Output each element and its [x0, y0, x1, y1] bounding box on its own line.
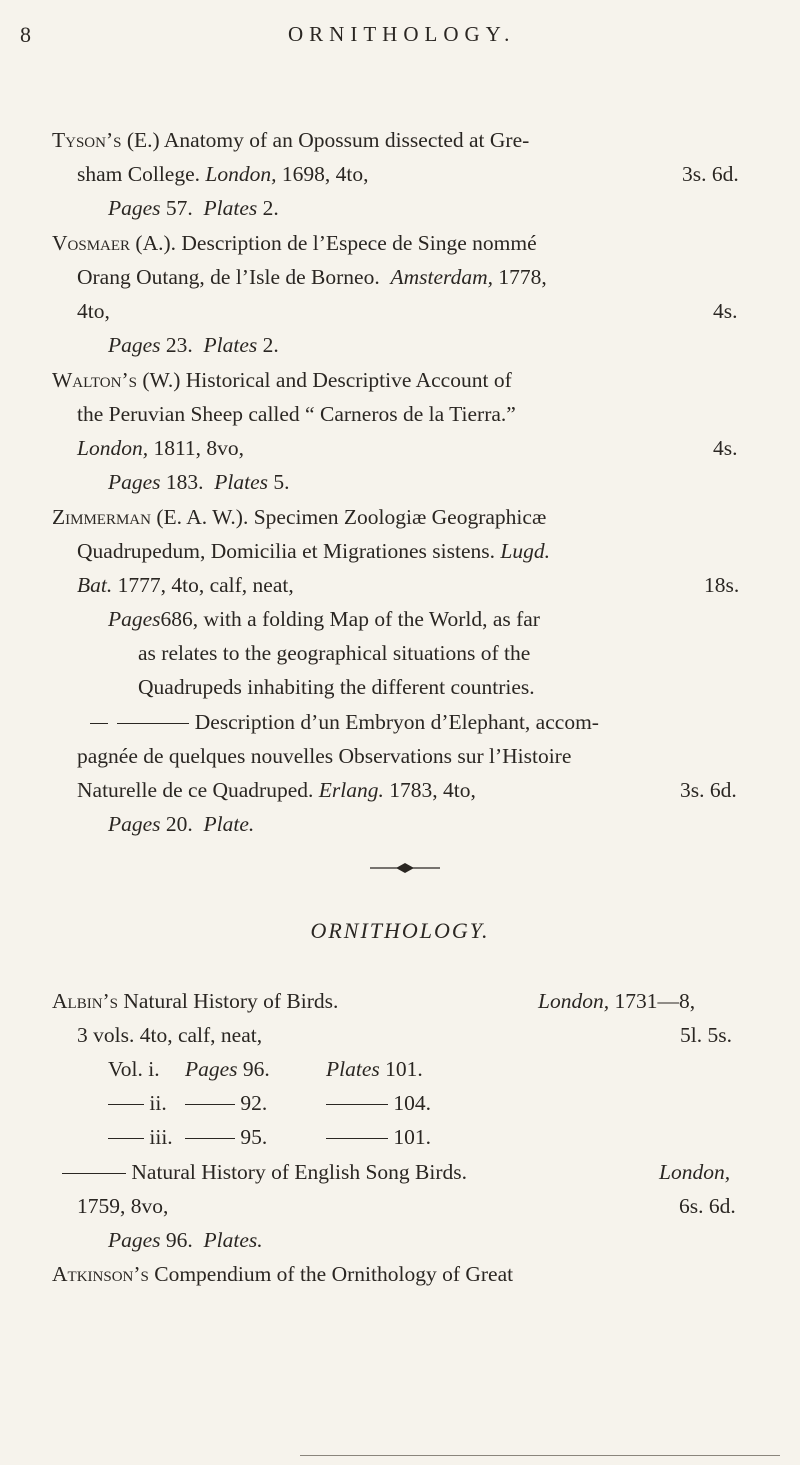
entry-text: Orang Outang, de l’Isle de Borneo. [77, 265, 380, 289]
plates-label: Plates [203, 333, 258, 357]
ditto-dash [108, 1138, 144, 1139]
entry-text: as relates to the geographical situations of the [138, 641, 531, 665]
ditto-dash [90, 723, 108, 724]
entry-text: Natural History of English Song Birds. [131, 1160, 467, 1184]
entry-text: pagnée de quelques nouvelles Observations sur l’Histoire [77, 744, 572, 768]
place-of-publication: Bat. [77, 573, 113, 597]
pages-label: Pages [108, 333, 161, 357]
place-of-publication: London, [538, 989, 610, 1013]
entry-text: 1778, [498, 265, 547, 289]
plates-count: 2. [262, 196, 279, 220]
entry-albin2-collation [108, 1226, 263, 1254]
plates-count: 101. [385, 1057, 423, 1081]
price: 5l. 5s. [680, 1023, 732, 1047]
price: 6s. 6d. [679, 1194, 736, 1218]
ditto-dash [326, 1104, 388, 1105]
author-name: Vosmaer [52, 231, 131, 255]
entry-zimmerman2-line2 [77, 742, 571, 770]
entry-vosmaer-line2 [77, 263, 547, 291]
entry-text: 1811, 8vo, [153, 436, 245, 460]
plates-label: Plates [326, 1057, 380, 1081]
price: 4s. [713, 299, 738, 323]
place-of-publication [659, 1158, 730, 1186]
entry-text: 3 vols. 4to, calf, neat, [77, 1023, 263, 1047]
page-bottom-rule [300, 1455, 780, 1456]
entry-zimmerman-line1 [52, 503, 546, 531]
pages-label: Pages [108, 470, 161, 494]
author-name: Albin’s [52, 989, 119, 1013]
entry-vosmaer-collation [108, 331, 279, 359]
entry-text: (W.) Historical and Descriptive Account of [142, 368, 512, 392]
pages-count: 96. [242, 1057, 270, 1081]
ditto-dash [185, 1104, 235, 1105]
imprint [538, 987, 695, 1015]
ditto-dash [108, 1104, 144, 1105]
place-of-publication: Amsterdam, [390, 265, 493, 289]
albin-vol1 [108, 1055, 160, 1083]
ditto-dash [117, 723, 189, 724]
entry-vosmaer-line1 [52, 229, 537, 257]
entry-text: 686, with a folding Map of the World, as far [160, 607, 540, 631]
entry-vosmaer-line3 [77, 297, 110, 325]
albin-vol1-plates [326, 1055, 423, 1083]
author-name: Zimmerman [52, 505, 151, 529]
pages-count: 95. [240, 1125, 268, 1149]
ditto-dash [185, 1138, 235, 1139]
entry-atkinson-line1 [52, 1260, 513, 1288]
entry-text: the Peruvian Sheep called “ Carneros de la Tierra.” [77, 402, 516, 426]
plates-count: 5. [273, 470, 290, 494]
volume-label: Vol. i. [108, 1057, 160, 1081]
entry-albin-line1 [52, 987, 338, 1015]
pages-label: Pages [108, 812, 161, 836]
pages-count: 183. [165, 470, 204, 494]
place-of-publication: Erlang. [318, 778, 384, 802]
author-name: Atkinson’s [52, 1262, 149, 1286]
volume-label: ii. [149, 1091, 167, 1115]
price: 4s. [713, 436, 738, 460]
albin-vol2-plates [326, 1089, 431, 1117]
entry-zimmerman2-collation [108, 810, 254, 838]
entry-text: Naturelle de ce Quadruped. [77, 778, 314, 802]
entry-zimmerman2-line1 [90, 708, 599, 736]
entry-text: 1731—8, [614, 989, 696, 1013]
plate-label: Plate. [203, 812, 255, 836]
place-of-publication: Lugd. [500, 539, 550, 563]
entry-text: (E.) Anatomy of an Opossum dissected at Gre- [126, 128, 530, 152]
entry-albin2-line1 [62, 1158, 467, 1186]
entry-zimmerman2-line3 [77, 776, 476, 804]
entry-text: Quadrupedum, Domicilia et Migrationes sistens. [77, 539, 495, 563]
running-title: ORNITHOLOGY. [288, 22, 516, 46]
entry-text: (E. A. W.). Specimen Zoologiæ Geographicæ [156, 505, 547, 529]
pages-count: 20. [165, 812, 193, 836]
entry-text: 1777, 4to, calf, neat, [117, 573, 294, 597]
section-title: ORNITHOLOGY. [310, 918, 490, 943]
entry-text: 1783, 4to, [389, 778, 476, 802]
author-name: Tyson’s [52, 128, 122, 152]
place-of-publication: London, [77, 436, 149, 460]
plates-label: Plates [203, 196, 258, 220]
page-number: 8 [20, 22, 31, 47]
author-name: Walton’s [52, 368, 137, 392]
place-of-publication: London, [205, 162, 277, 186]
pages-count: 57. [165, 196, 193, 220]
plates-label: Plates. [203, 1228, 263, 1252]
entry-text: sham College. [77, 162, 201, 186]
entry-tyson-collation [108, 194, 279, 222]
pages-label: Pages [108, 196, 161, 220]
entry-walton-collation [108, 468, 290, 496]
albin-vol1-pages [185, 1055, 270, 1083]
ditto-dash [62, 1173, 126, 1174]
entry-text: (A.). Description de l’Espece de Singe nommé [135, 231, 537, 255]
price: 3s. 6d. [682, 162, 739, 186]
plates-count: 104. [393, 1091, 431, 1115]
pages-label: Pages [108, 607, 161, 631]
entry-text: 1759, 8vo, [77, 1194, 169, 1218]
entry-text: Compendium of the Ornithology of Great [154, 1262, 514, 1286]
entry-walton-line1 [52, 366, 512, 394]
entry-walton-line3 [77, 434, 244, 462]
albin-vol2 [108, 1089, 167, 1117]
ditto-dash [326, 1138, 388, 1139]
volume-label: iii. [149, 1125, 173, 1149]
entry-walton-line2 [77, 400, 516, 428]
entry-albin2-line2 [77, 1192, 168, 1220]
page-header [0, 22, 800, 62]
entry-zimmerman-line2 [77, 537, 550, 565]
price: 18s. [704, 573, 740, 597]
entry-zimmerman-line4 [108, 605, 540, 633]
entry-albin-line2 [77, 1021, 262, 1049]
entry-zimmerman-line5 [138, 639, 530, 667]
pages-count: 92. [240, 1091, 268, 1115]
entry-zimmerman-line6 [138, 673, 535, 701]
pages-label: Pages [185, 1057, 238, 1081]
entry-text: Natural History of Birds. [123, 989, 339, 1013]
albin-vol2-pages [185, 1089, 267, 1117]
entry-zimmerman-line3 [77, 571, 294, 599]
albin-vol3-plates [326, 1123, 431, 1151]
albin-vol3 [108, 1123, 173, 1151]
entry-text: 1698, 4to, [281, 162, 369, 186]
plates-count: 2. [262, 333, 279, 357]
price: 3s. 6d. [680, 778, 737, 802]
section-divider-ornament [370, 860, 440, 876]
entry-text: Quadrupeds inhabiting the different countries. [138, 675, 535, 699]
pages-count: 23. [165, 333, 193, 357]
pages-label: Pages [108, 1228, 161, 1252]
plates-label: Plates [214, 470, 269, 494]
entry-tyson-line2 [77, 160, 368, 188]
entry-tyson-line1 [52, 126, 529, 154]
albin-vol3-pages [185, 1123, 267, 1151]
entry-text: 4to, [77, 299, 110, 323]
plates-count: 101. [393, 1125, 431, 1149]
entry-text: Description d’un Embryon d’Elephant, accom- [194, 710, 599, 734]
pages-count: 96. [165, 1228, 193, 1252]
place-of-publication-text: London, [659, 1160, 731, 1184]
